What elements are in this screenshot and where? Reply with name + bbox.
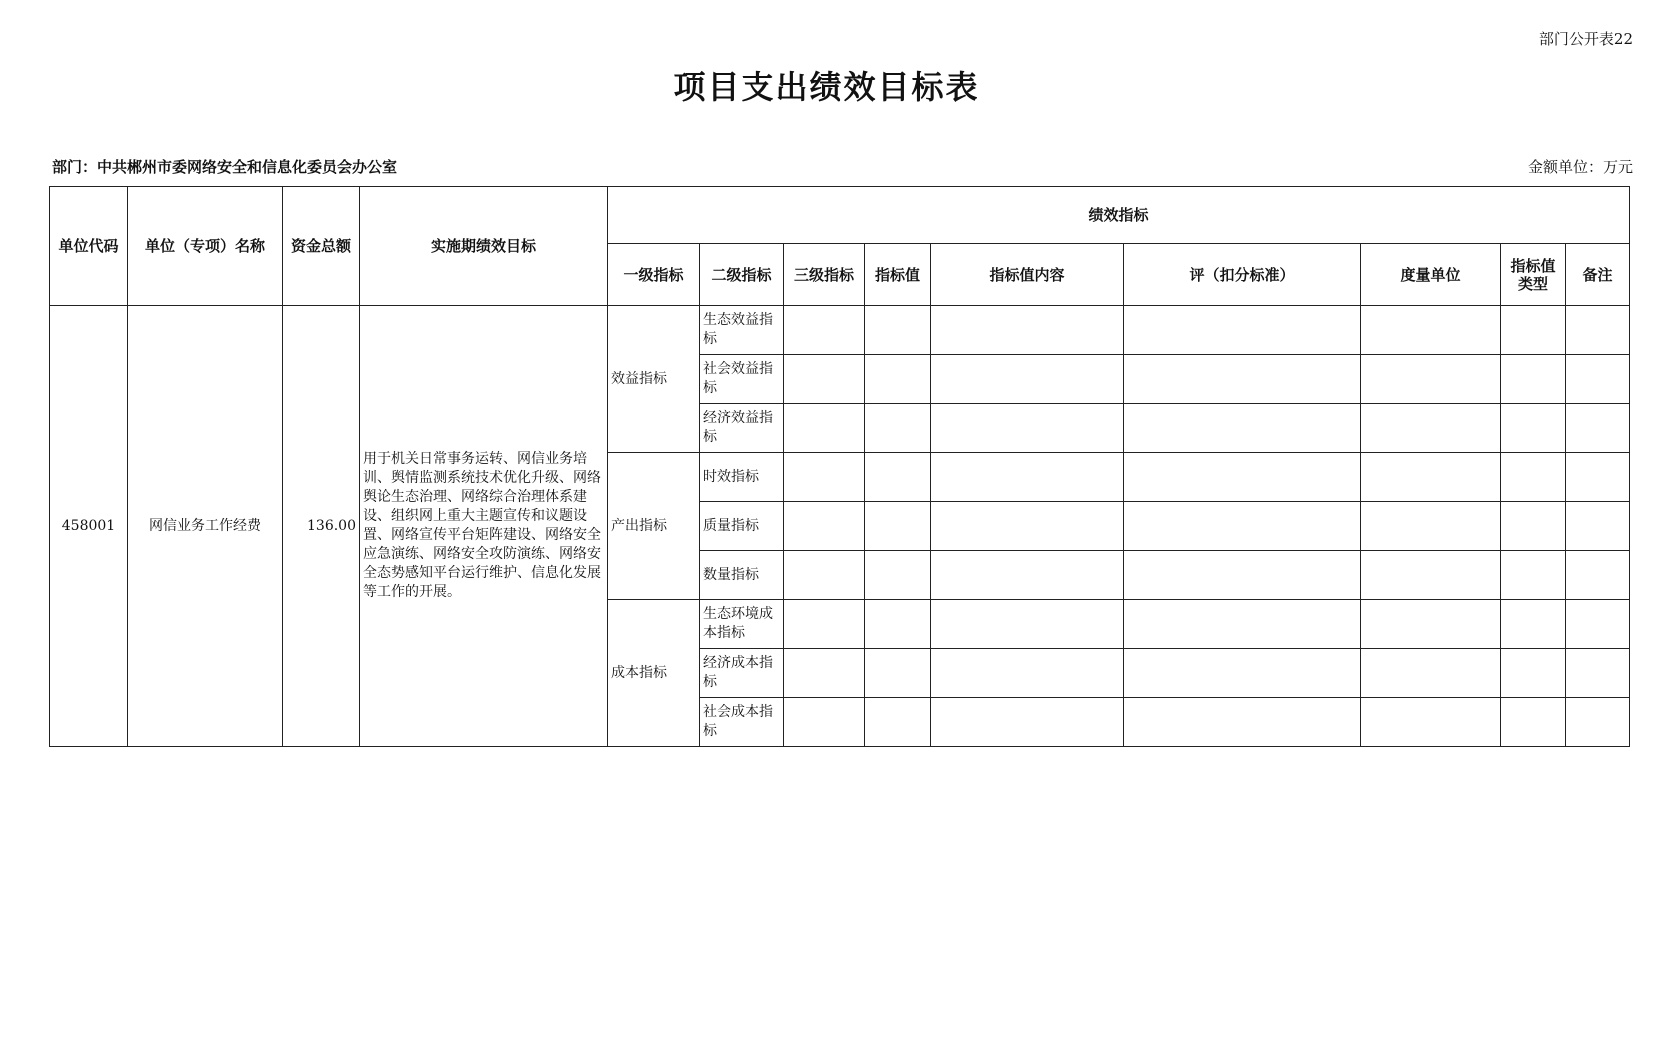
cell-value-type [1501,355,1566,404]
cell-level2: 质量指标 [700,502,784,551]
cell-level3 [784,404,865,453]
cell-value-content [931,649,1124,698]
cell-value [865,404,931,453]
cell-value-type [1501,404,1566,453]
cell-remark [1566,698,1630,747]
cell-scoring [1124,600,1361,649]
header-scoring: 评（扣分标准） [1124,244,1361,306]
cell-total-funds: 136.00 [283,306,360,747]
cell-scoring [1124,355,1361,404]
cell-level2: 时效指标 [700,453,784,502]
cell-level3 [784,649,865,698]
cell-measure-unit [1361,453,1501,502]
amount-unit-label: 金额单位：万元 [1527,158,1633,176]
cell-level2: 生态效益指标 [700,306,784,355]
cell-value-type [1501,551,1566,600]
cell-scoring [1124,306,1361,355]
cell-measure-unit [1361,551,1501,600]
cell-level2: 生态环境成本指标 [700,600,784,649]
cell-unit-code: 458001 [50,306,128,747]
header-value: 指标值 [865,244,931,306]
table-row [50,306,1630,355]
page-title: 项目支出绩效目标表 [673,68,980,106]
cell-level3 [784,306,865,355]
cell-value [865,600,931,649]
cell-scoring [1124,453,1361,502]
cell-value [865,551,931,600]
header-indicators-group: 绩效指标 [608,187,1630,244]
cell-value-content [931,306,1124,355]
cell-value-content [931,551,1124,600]
cell-value [865,649,931,698]
cell-level1: 成本指标 [608,600,700,747]
cell-measure-unit [1361,404,1501,453]
cell-level2: 经济成本指标 [700,649,784,698]
cell-measure-unit [1361,600,1501,649]
cell-remark [1566,551,1630,600]
cell-level2: 数量指标 [700,551,784,600]
cell-value [865,502,931,551]
cell-level3 [784,502,865,551]
cell-unit-name: 网信业务工作经费 [128,306,283,747]
cell-value-content [931,453,1124,502]
cell-level3 [784,453,865,502]
cell-measure-unit [1361,502,1501,551]
cell-measure-unit [1361,698,1501,747]
header-unit-code: 单位代码 [50,187,128,306]
cell-value-type [1501,600,1566,649]
cell-level2: 社会成本指标 [700,698,784,747]
cell-value-type [1501,649,1566,698]
cell-measure-unit [1361,649,1501,698]
cell-value-type [1501,306,1566,355]
cell-value [865,355,931,404]
cell-level3 [784,355,865,404]
header-level1: 一级指标 [608,244,700,306]
cell-level3 [784,698,865,747]
cell-level2: 经济效益指标 [700,404,784,453]
cell-scoring [1124,649,1361,698]
cell-goal: 用于机关日常事务运转、网信业务培训、舆情监测系统技术优化升级、网络舆论生态治理、网络综合治理体系建设、组织网上重大主题宣传和议题设置、网络宣传平台矩阵建设、网络安全应急演练、网络安全攻防演练、网络安全态势感知平台运行维护、信息化发展等工作的开展。 [360,306,608,747]
cell-scoring [1124,502,1361,551]
cell-value-content [931,698,1124,747]
cell-value-type [1501,453,1566,502]
department-label: 部门：中共郴州市委网络安全和信息化委员会办公室 [52,158,398,176]
header-remark: 备注 [1566,244,1630,306]
cell-scoring [1124,698,1361,747]
header-value-content: 指标值内容 [931,244,1124,306]
header-total-funds: 资金总额 [283,187,360,306]
cell-level1: 效益指标 [608,306,700,453]
cell-value [865,698,931,747]
cell-level3 [784,600,865,649]
header-unit-name: 单位（专项）名称 [128,187,283,306]
form-code: 部门公开表22 [1538,30,1633,48]
cell-remark [1566,404,1630,453]
cell-value [865,306,931,355]
header-level3: 三级指标 [784,244,865,306]
cell-level1: 产出指标 [608,453,700,600]
cell-value [865,453,931,502]
cell-value-content [931,355,1124,404]
header-level2: 二级指标 [700,244,784,306]
header-measure-unit: 度量单位 [1361,244,1501,306]
header-value-type: 指标值类型 [1501,244,1566,306]
cell-remark [1566,453,1630,502]
cell-value-content [931,600,1124,649]
cell-measure-unit [1361,306,1501,355]
cell-value-type [1501,698,1566,747]
cell-remark [1566,502,1630,551]
cell-value-content [931,404,1124,453]
cell-level2: 社会效益指标 [700,355,784,404]
cell-remark [1566,306,1630,355]
cell-value-type [1501,502,1566,551]
cell-value-content [931,502,1124,551]
cell-measure-unit [1361,355,1501,404]
header-goal: 实施期绩效目标 [360,187,608,306]
cell-scoring [1124,551,1361,600]
performance-target-table [49,186,1630,747]
cell-remark [1566,355,1630,404]
cell-level3 [784,551,865,600]
cell-remark [1566,649,1630,698]
cell-scoring [1124,404,1361,453]
cell-remark [1566,600,1630,649]
